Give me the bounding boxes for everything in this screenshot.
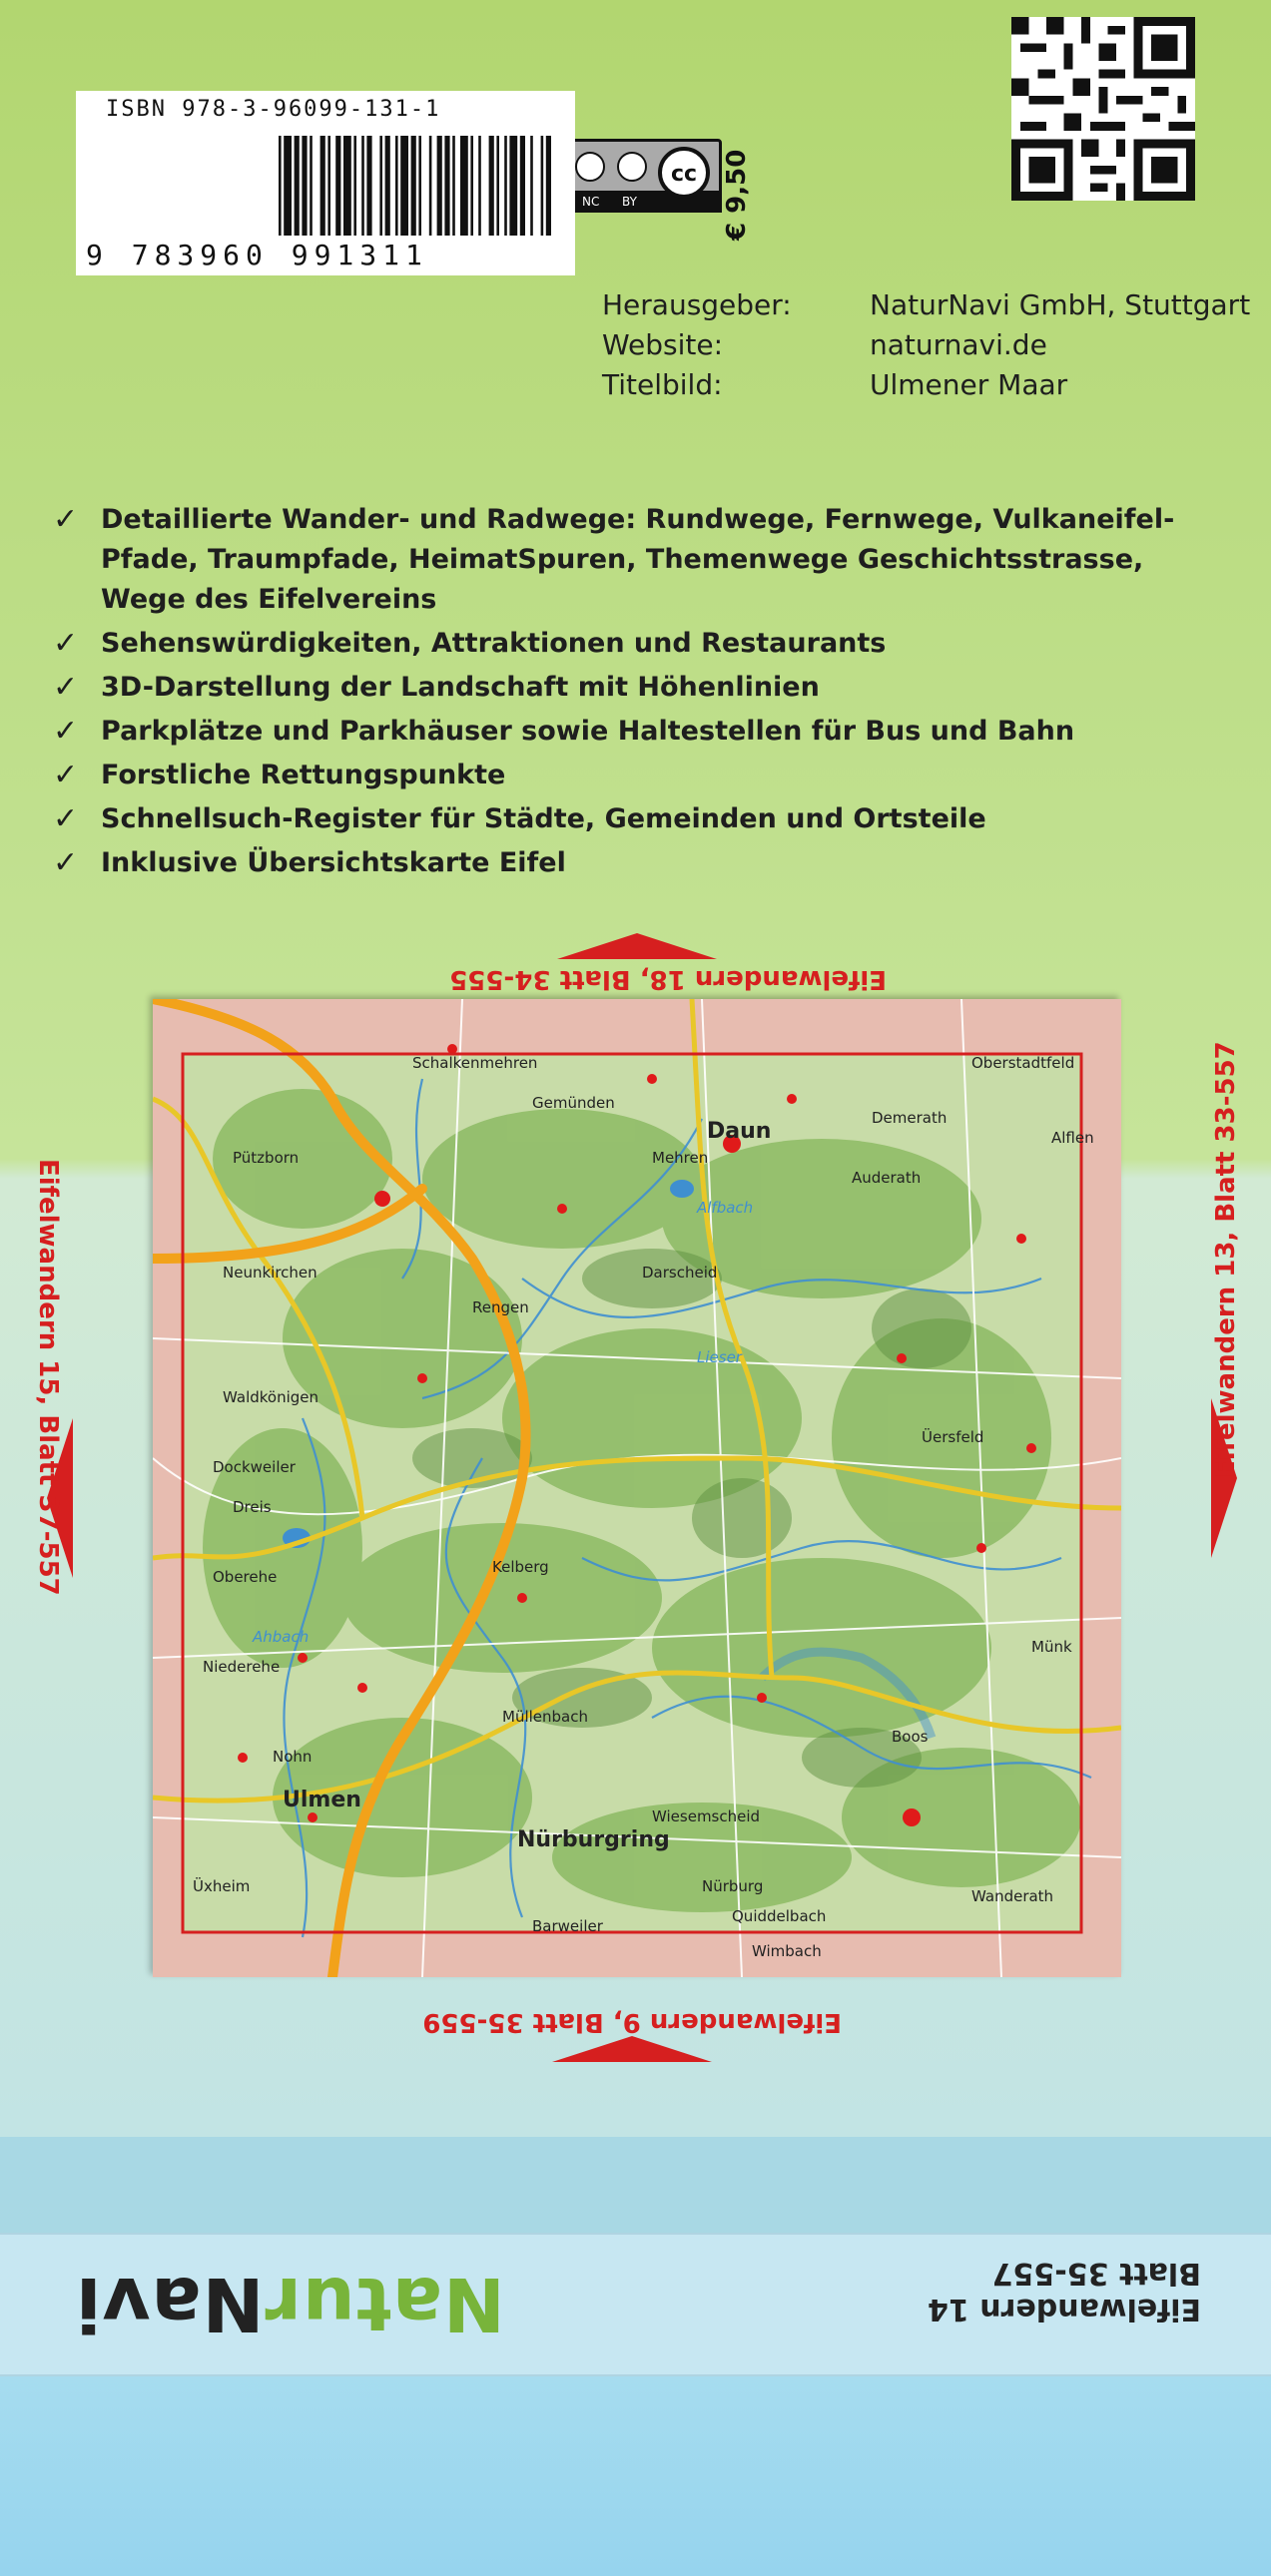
isbn-text: ISBN 978-3-96099-131-1: [106, 97, 441, 122]
feature-text: Inklusive Übersichtskarte Eifel: [101, 847, 566, 878]
info-key: Website:: [602, 328, 724, 361]
town-label[interactable]: Waldkönigen: [223, 1388, 319, 1406]
town-label[interactable]: Ulmen: [283, 1788, 361, 1812]
checkmark-icon: ✓: [53, 801, 79, 836]
isbn-barcode: [76, 91, 575, 275]
sa-label: BY: [622, 195, 637, 209]
series-title: [928, 2255, 1201, 2326]
info-key: Herausgeber:: [602, 288, 792, 321]
town-label[interactable]: Dockweiler: [213, 1458, 296, 1476]
town-label[interactable]: Wimbach: [752, 1942, 822, 1960]
svg-text:cc: cc: [670, 162, 698, 187]
town-label[interactable]: Wiesemscheid: [652, 1807, 761, 1825]
town-label[interactable]: Barweiler: [532, 1917, 603, 1935]
town-label[interactable]: Oberstadtfeld: [971, 1054, 1075, 1072]
checkmark-icon: ✓: [53, 758, 79, 792]
town-label[interactable]: Mehren: [652, 1149, 709, 1167]
info-value: NaturNavi GmbH, Stuttgart: [870, 288, 1251, 321]
town-label[interactable]: Schalkenmehren: [412, 1054, 538, 1072]
info-key: Titelbild:: [602, 368, 723, 401]
town-label[interactable]: Quiddelbach: [732, 1907, 827, 1925]
town-label[interactable]: Nürburg: [702, 1877, 764, 1895]
info-value: Ulmener Maar: [870, 368, 1068, 401]
feature-item: [53, 668, 1201, 708]
town-label[interactable]: Münk: [1031, 1638, 1072, 1656]
series-name: Eifelwandern 14: [928, 2292, 1201, 2326]
checkmark-icon: ✓: [53, 845, 79, 880]
feature-item: [53, 712, 1201, 752]
feature-item: [53, 843, 1201, 883]
town-label[interactable]: Kelberg: [492, 1558, 549, 1576]
arrow-down-icon[interactable]: [552, 2036, 712, 2062]
checkmark-icon: ✓: [53, 502, 79, 537]
barcode-text: [76, 91, 575, 275]
town-label[interactable]: Wanderath: [971, 1887, 1054, 1905]
town-label[interactable]: Nohn: [273, 1748, 313, 1766]
town-label[interactable]: Oberehe: [213, 1568, 278, 1586]
feature-text: Sehenswürdigkeiten, Attraktionen und Restaurants: [101, 628, 887, 659]
town-label[interactable]: Dreis: [233, 1498, 272, 1516]
town-label[interactable]: Daun: [707, 1119, 772, 1144]
feature-list: [53, 500, 1201, 887]
river-label: Ahbach: [253, 1628, 310, 1646]
info-row: [602, 325, 1250, 365]
feature-text: 3D-Darstellung der Landschaft mit Höhenlinien: [101, 672, 820, 703]
town-label[interactable]: Auderath: [852, 1169, 922, 1187]
town-label[interactable]: Alflen: [1051, 1129, 1094, 1147]
feature-item: [53, 624, 1201, 664]
qr-code-icon: [1011, 17, 1195, 201]
map-labels: [153, 999, 1121, 1977]
neighbor-top-label[interactable]: Eifelwandern 18, Blatt 34-555: [449, 964, 887, 994]
town-label[interactable]: Üxheim: [193, 1877, 251, 1895]
feature-text: Schnellsuch-Register für Städte, Gemeinden und Ortsteile: [101, 803, 986, 834]
town-label[interactable]: Nürburgring: [517, 1827, 670, 1852]
checkmark-icon: ✓: [53, 670, 79, 705]
neighbor-right-label[interactable]: Eifelwandern 13, Blatt 33-557: [1211, 1041, 1241, 1478]
neighbor-bottom-label[interactable]: Eifelwandern 9, Blatt 35-559: [422, 2007, 842, 2037]
logo-part-natur: Natur: [264, 2261, 505, 2346]
price-tag: [682, 131, 752, 260]
publisher-info: [602, 285, 1250, 405]
town-label[interactable]: Rengen: [472, 1298, 529, 1316]
river-label: Lieser: [697, 1348, 742, 1366]
town-label[interactable]: Gemünden: [532, 1094, 615, 1112]
overview-map: [153, 999, 1121, 1977]
map-canvas: [153, 999, 1121, 1977]
sheet-number: Blatt 35-557: [991, 2256, 1201, 2291]
arrow-up-icon[interactable]: [557, 933, 717, 959]
info-row: [602, 285, 1250, 325]
website-link[interactable]: naturnavi.de: [870, 328, 1047, 361]
river-label: Alfbach: [697, 1199, 754, 1217]
town-label[interactable]: Niederehe: [203, 1658, 281, 1676]
feature-item: [53, 500, 1201, 620]
info-row: [602, 365, 1250, 405]
town-label[interactable]: Darscheid: [642, 1264, 718, 1282]
title-band: [0, 2233, 1271, 2376]
logo-part-navi: Navi: [75, 2261, 265, 2346]
qr-code[interactable]: [1011, 17, 1195, 201]
neighbor-left-label[interactable]: Eifelwandern 15, Blatt 37-557: [33, 1159, 63, 1596]
feature-text: Detaillierte Wander- und Radwege: Rundwege, Fernwege, Vulkaneifel-Pfade, Traumpfade, HeimatSpuren, Themenwege Geschichtsstrasse, Wege des Eifelvereins: [101, 504, 1175, 615]
checkmark-icon: ✓: [53, 714, 79, 749]
checkmark-icon: ✓: [53, 626, 79, 661]
ean-digits: 9 783960 991311: [86, 239, 428, 271]
town-label[interactable]: Neunkirchen: [223, 1264, 318, 1282]
town-label[interactable]: Üersfeld: [922, 1428, 984, 1446]
naturnavi-logo: [75, 2261, 505, 2346]
feature-item: [53, 756, 1201, 795]
town-label[interactable]: Demerath: [872, 1109, 948, 1127]
town-label[interactable]: Boos: [892, 1728, 929, 1746]
feature-text: Forstliche Rettungspunkte: [101, 760, 506, 790]
feature-text: Parkplätze und Parkhäuser sowie Haltestellen für Bus und Bahn: [101, 716, 1075, 747]
price-text: € 9,50: [722, 149, 752, 241]
by-label: NC: [582, 195, 600, 209]
town-label[interactable]: Müllenbach: [502, 1708, 588, 1726]
town-label[interactable]: Pützborn: [233, 1149, 300, 1167]
feature-item: [53, 799, 1201, 839]
